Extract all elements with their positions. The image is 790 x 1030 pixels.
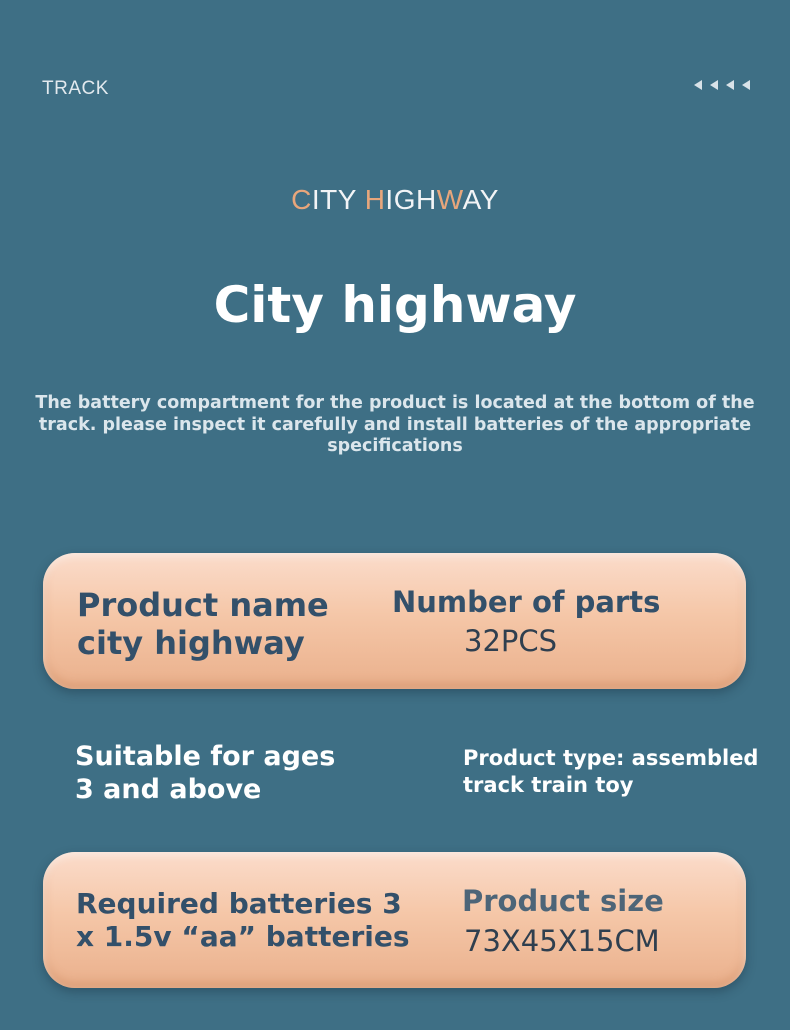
brand-wordmark: [0, 184, 790, 216]
battery-notice: [20, 393, 770, 458]
product-type-line: Product type: assembled: [463, 746, 759, 770]
brand-accent-letter: H: [364, 184, 386, 215]
ages-line: 3 and above: [75, 774, 262, 805]
ages-line: Suitable for ages: [75, 741, 336, 772]
battery-size-card: [43, 852, 746, 988]
notice-line: specifications: [327, 436, 463, 456]
parts-value: 32PCS: [464, 624, 558, 658]
arrow-left-icon: [710, 80, 718, 90]
back-arrows-icon: [694, 80, 750, 90]
product-info-card: [43, 553, 746, 689]
arrow-left-icon: [694, 80, 702, 90]
brand-accent-letter: W: [436, 184, 463, 215]
brand-text: IGH: [385, 184, 437, 215]
notice-line: track. please inspect it carefully and install batteries of the appropriate: [38, 414, 752, 435]
brand-accent-letter: C: [291, 184, 312, 215]
brand-text: AY: [462, 184, 499, 215]
arrow-left-icon: [742, 80, 750, 90]
product-name-label: Product name: [77, 586, 329, 624]
batteries-line: Required batteries 3: [76, 887, 402, 920]
product-size-label: Product size: [462, 884, 664, 918]
arrow-left-icon: [726, 80, 734, 90]
product-size-value: 73X45X15CM: [464, 924, 660, 958]
page-title: City highway: [213, 276, 577, 334]
product-name-value: city highway: [77, 624, 305, 662]
brand-text: ITY: [311, 184, 365, 215]
track-label: TRACK: [42, 78, 109, 99]
product-type-line: track train toy: [463, 773, 634, 797]
batteries-line: x 1.5v “aa” batteries: [76, 920, 410, 953]
notice-line: The battery compartment for the product is located at the bottom of the: [35, 393, 755, 413]
parts-label: Number of parts: [392, 585, 661, 619]
